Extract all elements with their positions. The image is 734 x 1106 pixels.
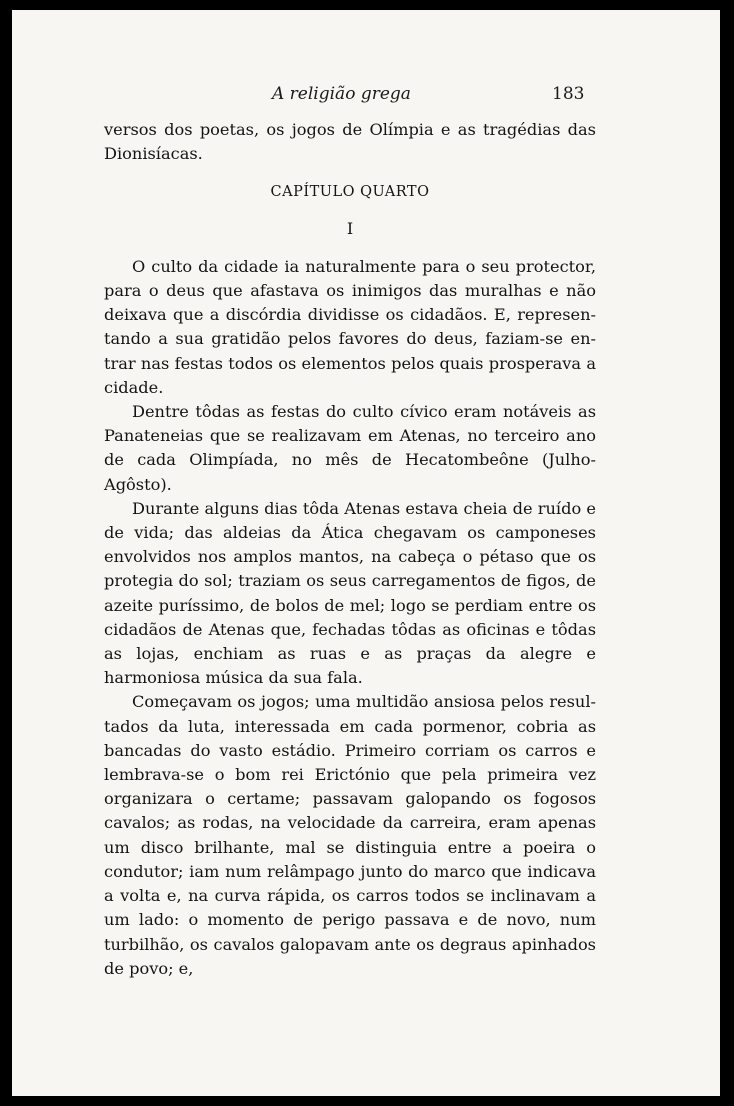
- paragraph: Dentre tôdas as festas do culto cívico eram notáveis as Panateneias que se realizavam em Atenas, no terceiro ano de cada Olimpíada, no mês de Hecatombeône (Julho-Agôsto).: [104, 402, 596, 494]
- section-number: I: [346, 218, 354, 238]
- continuation-paragraph: versos dos poetas, os jogos de Olímpia e as tragédias das Dionisíacas.: [104, 120, 596, 164]
- running-title: A religião grega: [272, 84, 411, 104]
- paragraph: Começavam os jogos; uma multidão ansiosa pelos resultados da luta, interessada em cada pormenor, cobria as bancadas do vasto estádio. Primeiro corriam os carros e lembrava-se o bom rei Erictónio que pela primeira vez organizara o certame; passavam galopando os fogosos cavalos; as rodas, na velocidade da carreira, eram apenas um disco brilhante, mal se distinguia entre a poeira o condutor; iam num relâmpago junto do marco que indicava a volta e, na curva rápida, os carros todos se inclinavam a um lado: o momento de perigo passava e de novo, num turbilhão, os cavalos galopavam ante os degraus apinhados de povo; e,: [104, 692, 596, 978]
- page-header: [12, 84, 720, 108]
- paragraph: Durante alguns dias tôda Atenas estava cheia de ruído e de vida; das aldeias da Ática chegavam os camponeses envolvidos nos amplos mantos, na cabeça o pétaso que os protegia do sol; traziam os seus carregamentos de figos, de azeite puríssimo, de bolos de mel; logo se perdiam entre os cidadãos de Atenas que, fechadas tôdas as oficinas e tôdas as lojas, enchiam as ruas e as praças da alegre e harmoniosa música da sua fala.: [104, 498, 596, 688]
- page-body: [104, 118, 596, 981]
- book-page: [12, 10, 720, 1096]
- chapter-title: CAPÍTULO QUARTO: [270, 184, 430, 201]
- page-number: 183: [552, 84, 585, 104]
- paragraph: O culto da cidade ia naturalmente para o seu protector, para o deus que afastava os inimigos das muralhas e não deixava que a discórdia dividisse os cidadãos. E, representando a sua gratidão pelos favores do deus, faziam-se entrar nas festas todos os elementos pelos quais prosperava a cidade.: [104, 256, 596, 397]
